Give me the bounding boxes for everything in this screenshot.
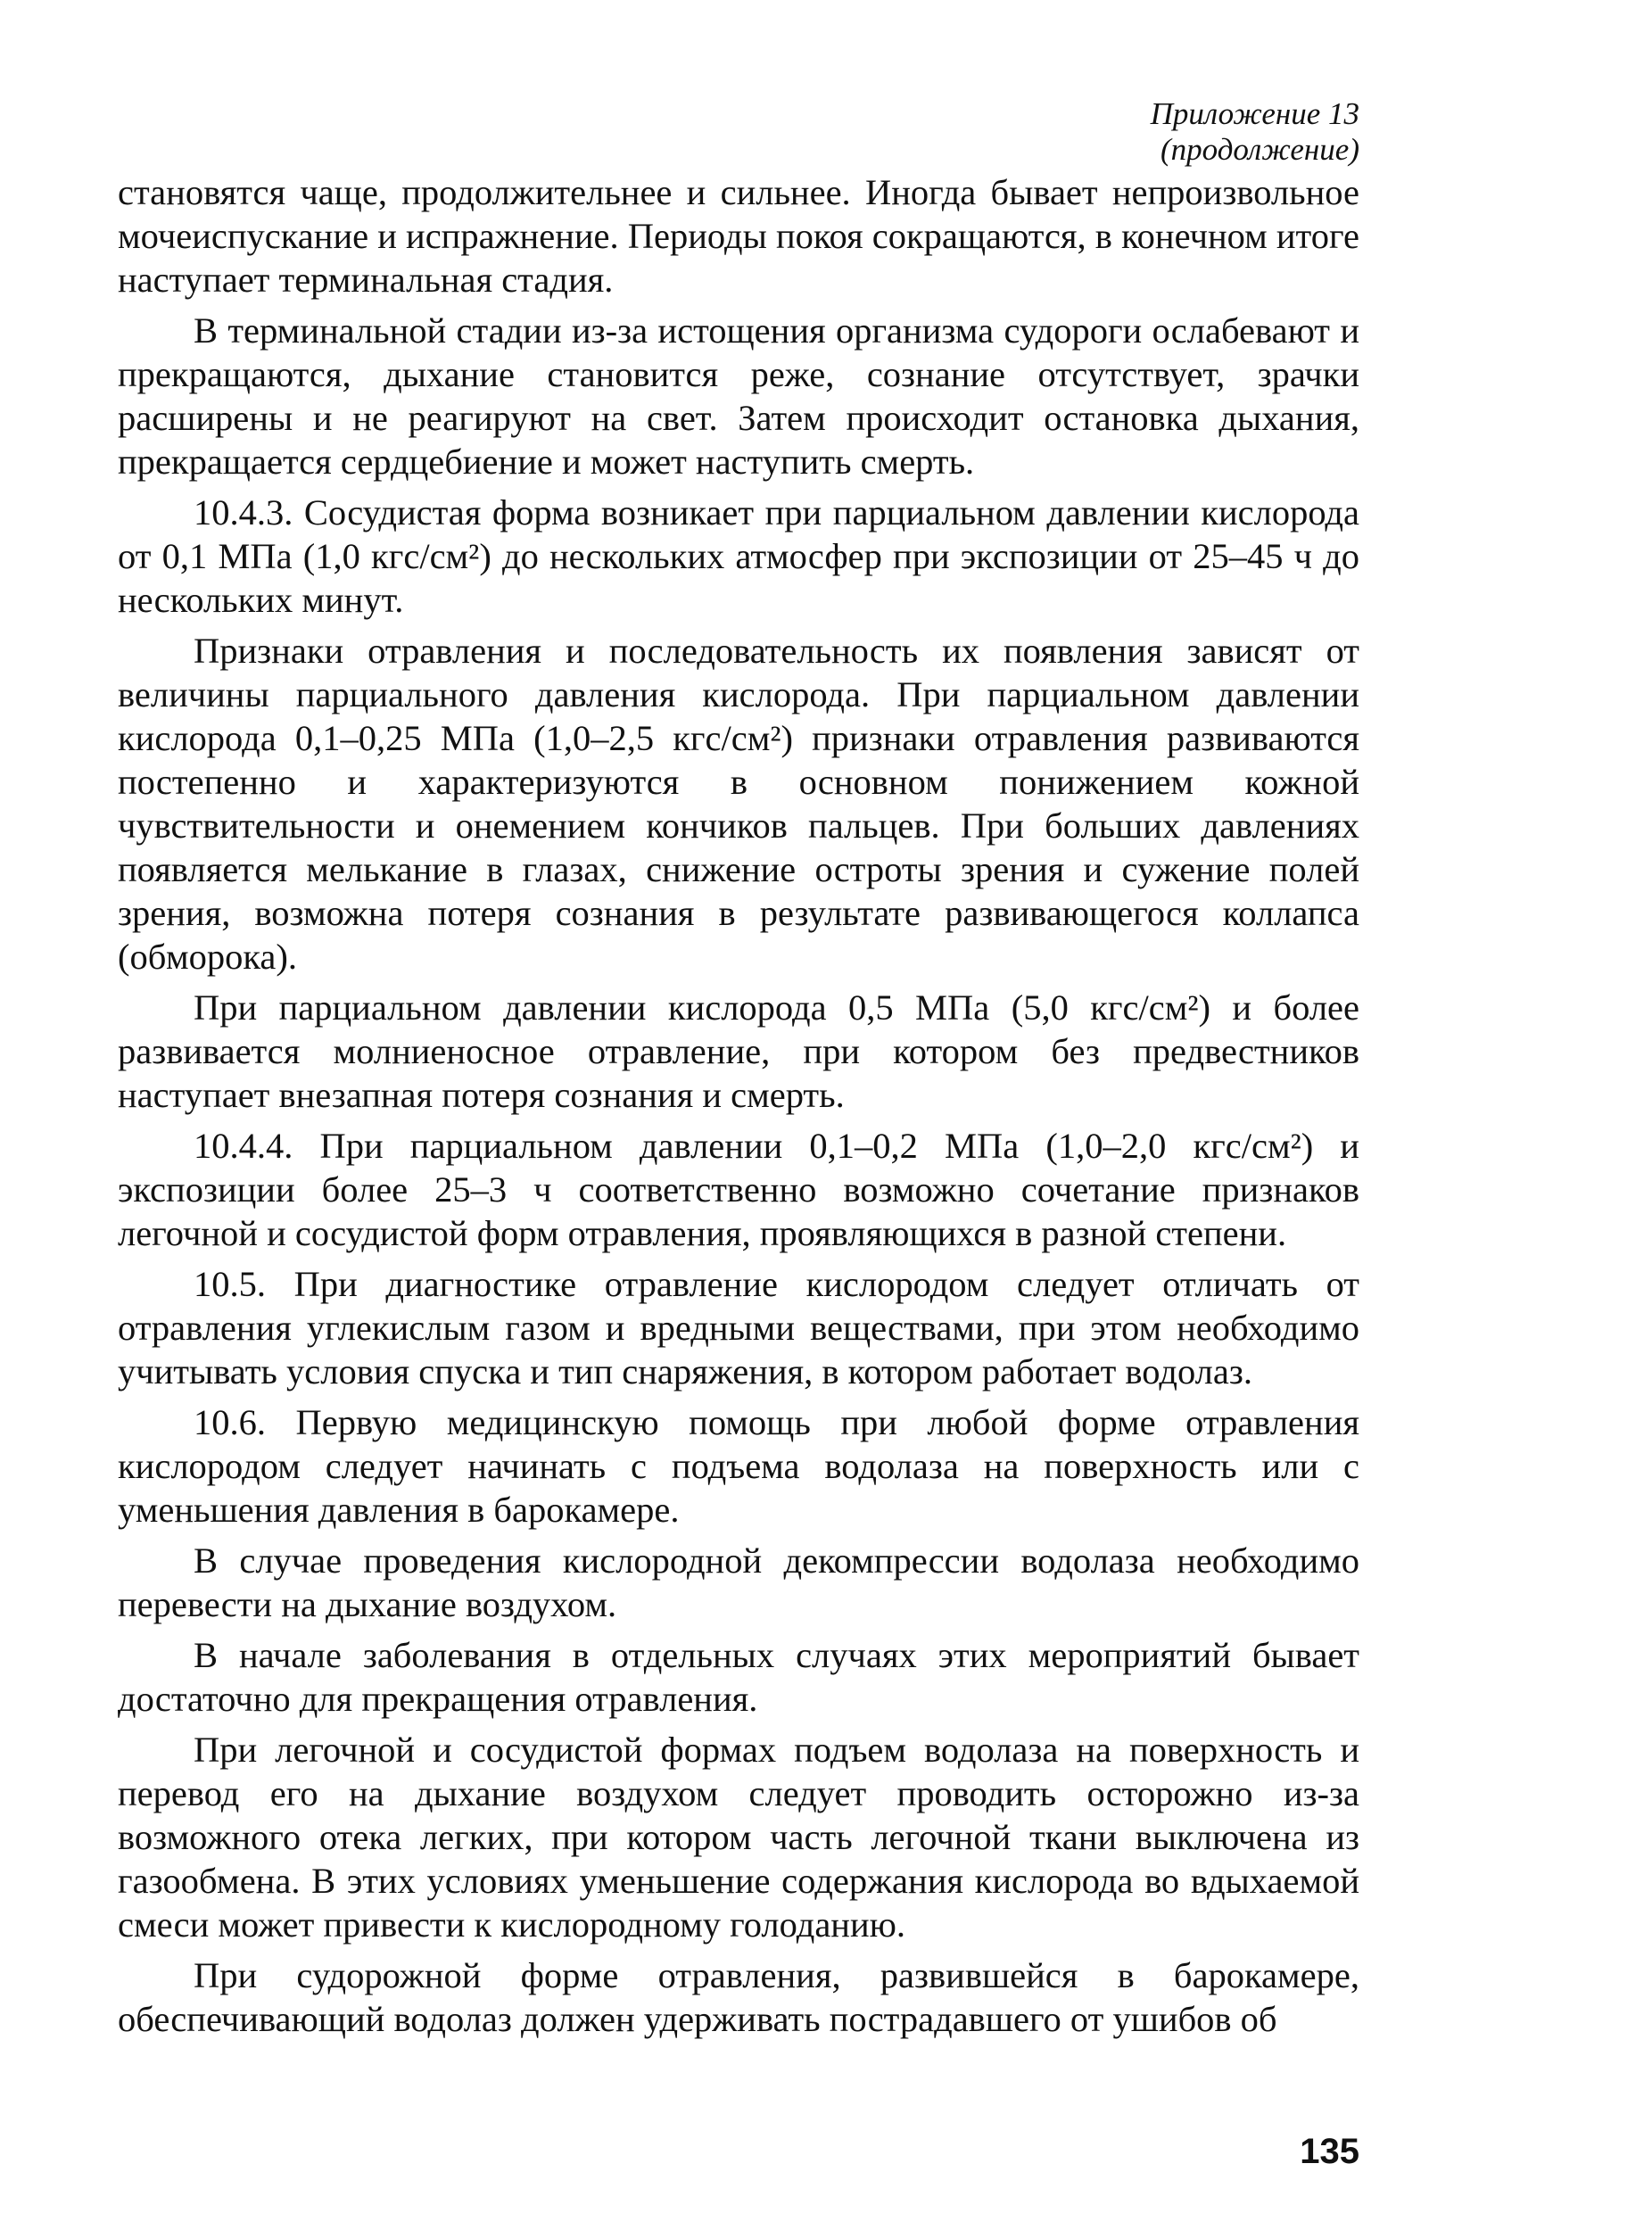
body-text [118, 170, 1359, 2048]
paragraph-convulsive-form: При судорожной форме отравления, развившейся в барокамере, обеспечивающий водолаз должен удерживать пострадавшего от ушибов об [118, 1955, 1359, 2039]
paragraph-decompression: В случае проведения кислородной декомпрессии водолаза необходимо перевести на дыхание воздухом. [118, 1540, 1359, 1624]
appendix-header [1151, 96, 1359, 168]
document-page [118, 96, 1359, 2175]
paragraph-terminal-stage: В терминальной стадии из-за истощения организма судороги ослабевают и прекращаются, дыхание становится реже, сознание отсутствует, зрачки расширены и не реагируют на свет. Затем происходит остановка дыхания, прекращается сердцебиение и может наступить смерть. [118, 310, 1359, 482]
paragraph-fulminant-poisoning: При парциальном давлении кислорода 0,5 МПа (5,0 кгс/см²) и более развивается молниеносное отравление, при котором без предвестников наступает внезапная потеря сознания и смерть. [118, 987, 1359, 1115]
paragraph-10-6: 10.6. Первую медицинскую помощь при любой форме отравления кислородом следует начинать с подъема водолаза на поверхность или с уменьшения давления в барокамере. [118, 1402, 1359, 1530]
paragraph-poisoning-signs: Признаки отравления и последовательность их появления зависят от величины парциального давления кислорода. При парциальном давлении кислорода 0,1–0,25 МПа (1,0–2,5 кгс/см²) признаки отравления развиваются постепенно и характеризуются в основном понижением кожной чувствительности и онемением кончиков пальцев. При больших давлениях появляется мелькание в глазах, снижение остроты зрения и сужение полей зрения, возможна потеря сознания в результате развивающегося коллапса (обморока). [118, 631, 1359, 977]
paragraph-10-4-3: 10.4.3. Сосудистая форма возникает при парциальном давлении кислорода от 0,1 МПа (1,0 кгс/см²) до нескольких атмосфер при экспозиции от 25–45 ч до нескольких минут. [118, 492, 1359, 620]
paragraph-early-stage: В начале заболевания в отдельных случаях этих мероприятий бывает достаточно для прекращения отравления. [118, 1635, 1359, 1719]
appendix-title: Приложение 13 [1150, 96, 1359, 131]
paragraph-10-4-4: 10.4.4. При парциальном давлении 0,1–0,2 МПа (1,0–2,0 кгс/см²) и экспозиции более 25–3 ч соответственно возможно сочетание признаков легочной и сосудистой форм отравления, проявляющихся в разной степени. [118, 1126, 1359, 1253]
paragraph-continued: становятся чаще, продолжительнее и сильнее. Иногда бывает непроизвольное мочеиспускание и испражнение. Периоды покоя сокращаются, в конечном итоге наступает терминальная стадия. [118, 172, 1359, 300]
paragraph-pulmonary-vascular: При легочной и сосудистой формах подъем водолаза на поверхность и перевод его на дыхание воздухом следует проводить осторожно из-за возможного отека легких, при котором часть легочной ткани выключена из газообмена. В этих условиях уменьшение содержания кислорода во вдыхаемой смеси может привести к кислородному голоданию. [118, 1730, 1359, 1945]
paragraph-10-5: 10.5. При диагностике отравление кислородом следует отличать от отравления углекислым газом и вредными веществами, при этом необходимо учитывать условия спуска и тип снаряжения, в котором работает водолаз. [118, 1264, 1359, 1392]
appendix-continuation: (продолжение) [1161, 132, 1359, 167]
page-number: 135 [1300, 2132, 1359, 2171]
